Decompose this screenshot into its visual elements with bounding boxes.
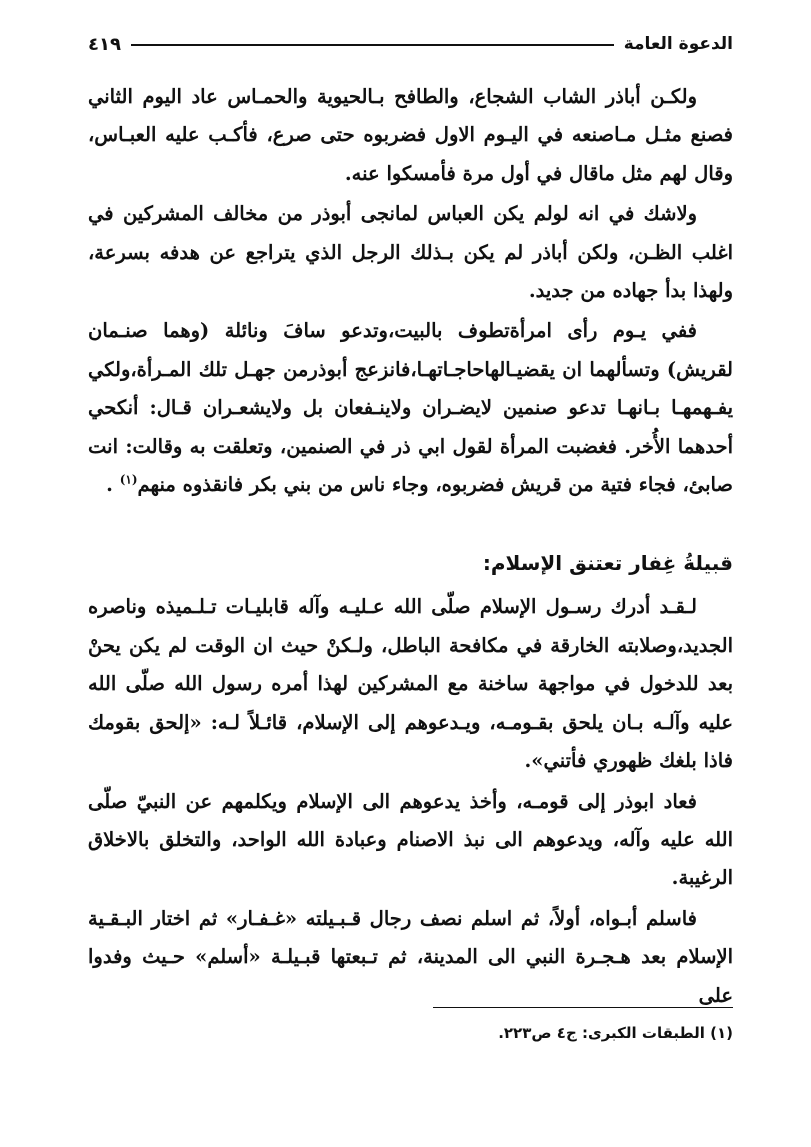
paragraph-2: ولاشك في انه لولم يكن العباس لمانجى أبوذر من مخالف المشركين في اغلب الظـن، ولكن أباذر لم يكن بـذلك الرجل الذي يتراجع عن هدفه بسرعة، ولهذا بدأ جهاده من جديد.: [88, 202, 733, 303]
running-header: [88, 28, 733, 60]
footnote-reference: (١): [119, 472, 138, 487]
paragraph-1: ولكـن أباذر الشاب الشجاع، والطافح بـالحيوية والحمـاس عاد اليوم الثاني فصنع مثـل مـاصنعه في اليـوم الاول فضربوه حتى صرع، فأكـب عليه العبـاس، وقال لهم مثل ماقال في أول مرة فأمسكوا عنه.: [88, 85, 733, 185]
section-paragraph-2: فعاد ابوذر إلى قومـه، وأخذ يدعوهم الى الإسلام ويكلمهم عن النبيّ صلّى الله عليه وآله، ويدعوهم الى نبذ الاصنام وعبادة الله الواحد، والتخلق بالاخلاق الرغيبة.: [88, 789, 733, 890]
section-heading: قبيلةُ غِفار تعتنق الإسلام:: [482, 551, 733, 576]
footnote-1: (١) الطبقات الكبرى: ج٤ ص٢٢٣.: [498, 1024, 733, 1042]
footnote-rule: [433, 1007, 733, 1008]
paragraph-3-end: .: [106, 473, 120, 497]
section-paragraph-1: لـقـد أدرك رسـول الإسلام صلّى الله عـليـه وآله قابليـات تـلـميذه وناصره الجديد،وصلابته الخارقة في مكافحة الباطل، ولـكنْ حيث ان الوقت لم يكن يحنْ بعد للدخول في مواجهة ساخنة مع المشركين لهذا أمره رسول الله صلّى الله عليه وآلـه بـان يلحق بقـومـه، ويـدعوهم إلى الإسلام، قائـلاً لـه: «إلحق بقومك فاذا بلغك ظهوري فأتني».: [88, 595, 733, 773]
paragraph-3-text: ففي يـوم رأى امرأةتطوف بالبيت،وتدعو سافَ ونائلة (وهما صنـمان لقريش) وتسألهما ان يقضيـالهاحاجـاتهـا،فانزعج أبوذرمن جهـل تلك المـرأة،ولكي يفـهمهـا بـانهـا تدعو صنمين لايضـران ولاينـفعان بل ولايشعـران قـال: أنكحي أحدهما الأُخر. فغضبت المرأة لقول ابي ذر في الصنمين، وتعلقت به وقالت: انت صابئ، فجاء فتية من قريش فضربوه، وجاء ناس من بني بكر فانقذوه منهم: [88, 319, 733, 497]
page-number: ٤١٩: [88, 33, 121, 55]
running-header-title: الدعوة العامة: [623, 34, 733, 54]
page-body: [88, 78, 733, 1017]
paragraph-3: [88, 312, 733, 504]
section-paragraph-3: فاسلم أبـواه، أولاً، ثم اسلم نصف رجال قـبـيلته «غـفـار» ثم اختار البـقـية الإسلام بعد هـجـرة النبي الى المدينة، ثم تـبعتها قبـيلـة «أسلم» حـيث وفدوا على: [88, 906, 733, 1007]
header-rule: [131, 44, 614, 46]
